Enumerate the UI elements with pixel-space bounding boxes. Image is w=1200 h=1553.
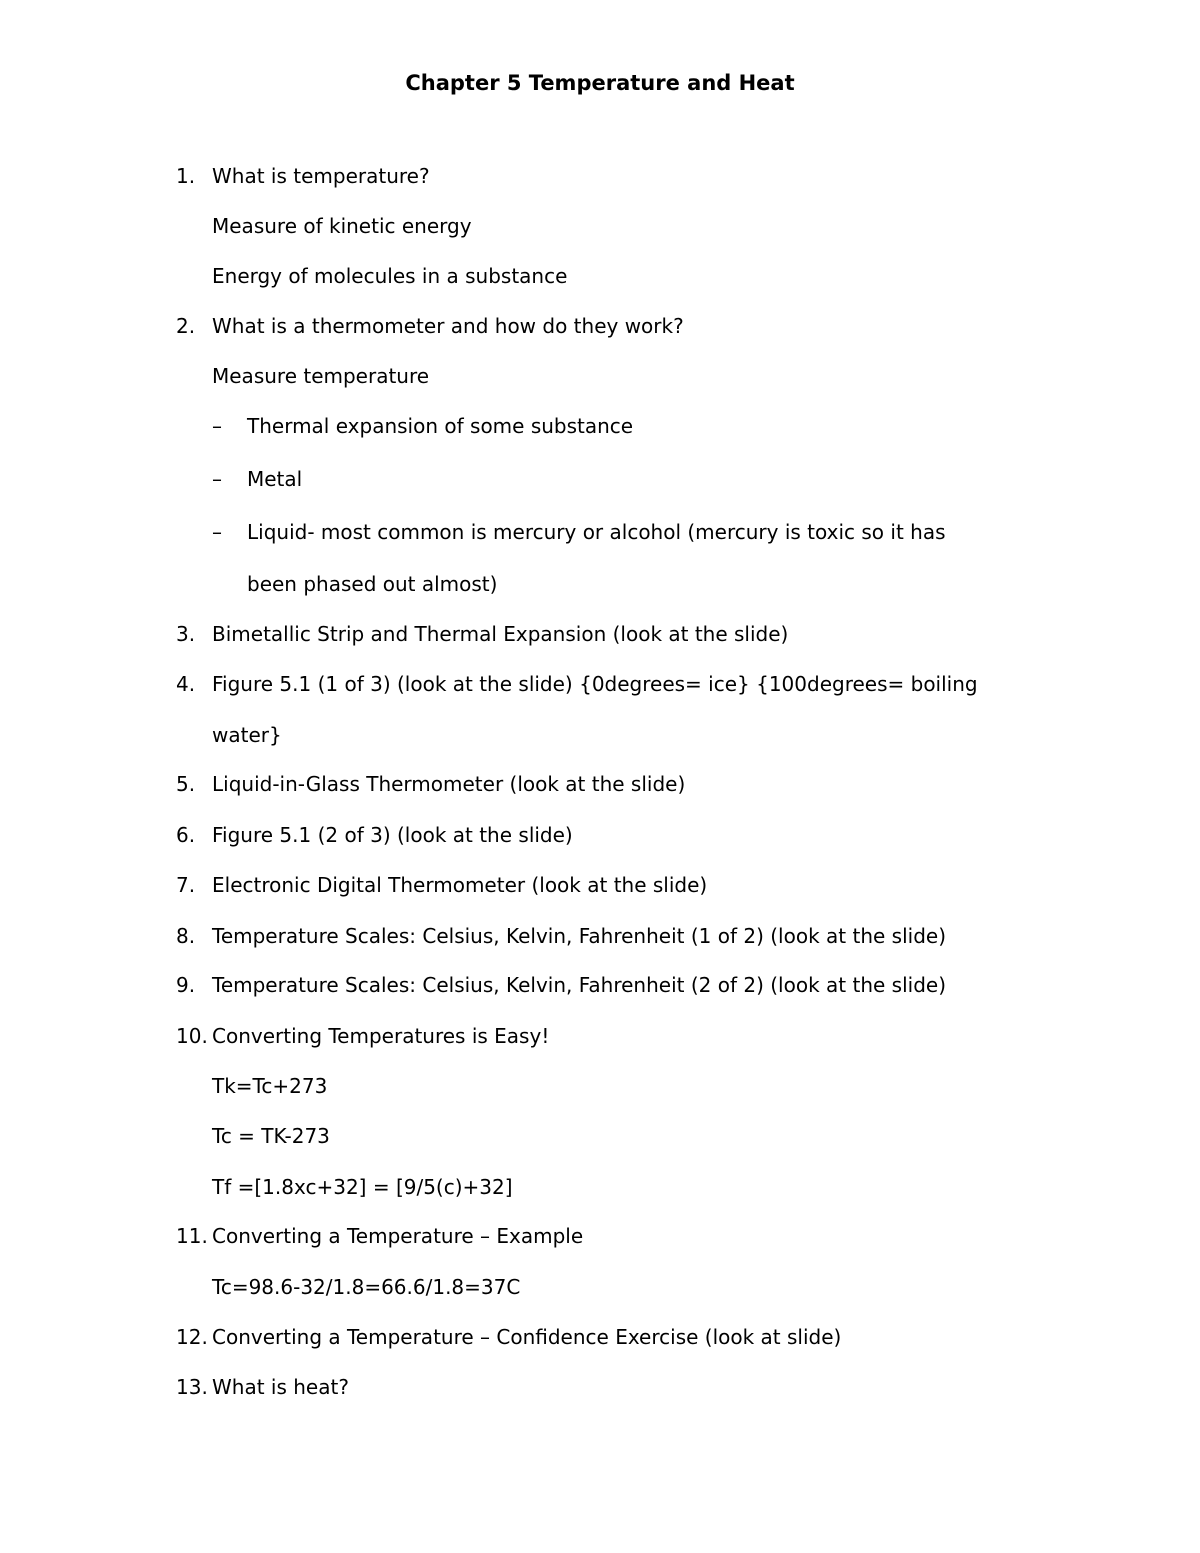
item-number: 13. xyxy=(176,1375,208,1399)
note-text: Measure temperature xyxy=(212,364,430,388)
item-text: What is a thermometer and how do they work? xyxy=(212,314,684,338)
item-number: 12. xyxy=(176,1325,208,1349)
item-number: 11. xyxy=(176,1224,208,1248)
note-text: Measure of kinetic energy xyxy=(212,214,472,238)
item-text: Figure 5.1 (1 of 3) (look at the slide) {0degrees= ice} {100degrees= boiling xyxy=(212,672,978,696)
item-number: 8. xyxy=(176,924,196,948)
item-number: 1. xyxy=(176,164,196,188)
item-text: water} xyxy=(212,723,282,747)
formula-text: Tc = TK-273 xyxy=(212,1124,330,1148)
item-number: 6. xyxy=(176,823,196,847)
formula-text: Tk=Tc+273 xyxy=(212,1074,328,1098)
item-text: What is temperature? xyxy=(212,164,430,188)
item-text: Converting a Temperature – Example xyxy=(212,1224,584,1248)
item-number: 9. xyxy=(176,973,196,997)
item-text: Electronic Digital Thermometer (look at the slide) xyxy=(212,873,708,897)
bullet-text: Liquid- most common is mercury or alcohol (mercury is toxic so it has xyxy=(247,520,946,544)
formula-text: Tf =[1.8xc+32] = [9/5(c)+32] xyxy=(212,1175,513,1199)
bullet-text: Thermal expansion of some substance xyxy=(247,414,634,438)
formula-text: Tc=98.6-32/1.8=66.6/1.8=37C xyxy=(212,1275,521,1299)
bullet-text: been phased out almost) xyxy=(247,572,498,596)
item-text: Temperature Scales: Celsius, Kelvin, Fahrenheit (1 of 2) (look at the slide) xyxy=(212,924,946,948)
item-number: 5. xyxy=(176,772,196,796)
dash-bullet: – xyxy=(212,414,222,438)
item-text: Liquid-in-Glass Thermometer (look at the slide) xyxy=(212,772,686,796)
item-number: 4. xyxy=(176,672,196,696)
document-title: Chapter 5 Temperature and Heat xyxy=(405,71,795,95)
dash-bullet: – xyxy=(212,467,222,491)
item-number: 3. xyxy=(176,622,196,646)
item-text: Converting Temperatures is Easy! xyxy=(212,1024,550,1048)
item-text: Figure 5.1 (2 of 3) (look at the slide) xyxy=(212,823,573,847)
item-number: 2. xyxy=(176,314,196,338)
item-number: 10. xyxy=(176,1024,208,1048)
bullet-text: Metal xyxy=(247,467,303,491)
dash-bullet: – xyxy=(212,520,222,544)
item-text: What is heat? xyxy=(212,1375,349,1399)
item-number: 7. xyxy=(176,873,196,897)
note-text: Energy of molecules in a substance xyxy=(212,264,568,288)
item-text: Bimetallic Strip and Thermal Expansion (look at the slide) xyxy=(212,622,789,646)
item-text: Converting a Temperature – Confidence Exercise (look at slide) xyxy=(212,1325,842,1349)
item-text: Temperature Scales: Celsius, Kelvin, Fahrenheit (2 of 2) (look at the slide) xyxy=(212,973,946,997)
